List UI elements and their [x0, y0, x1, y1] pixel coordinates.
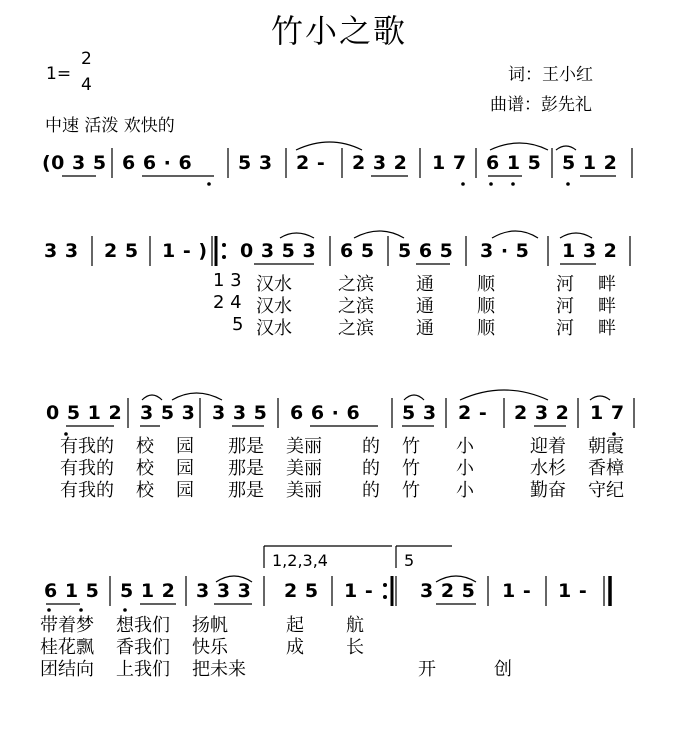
slur: [490, 143, 548, 150]
verse-number-2-4: 2 4: [213, 292, 242, 313]
composer-credit: 曲谱：彭先礼: [490, 95, 592, 115]
measure-r1-m5: 2 3 2: [352, 152, 408, 174]
time-signature-bottom: 4: [81, 75, 92, 95]
lyric: 香樟: [588, 458, 624, 479]
lyric: 顺: [477, 274, 495, 295]
measure-r3-m7: 2 3 2: [514, 402, 570, 424]
measure-r2-m6: 5 6 5: [398, 240, 454, 262]
lyric: 美丽: [286, 480, 322, 501]
measure-r3-m5: 5 3: [402, 402, 437, 424]
measure-r4-m3: 3 3 3: [196, 580, 252, 602]
lyric: 桂花飘: [40, 637, 94, 658]
lyric: 开: [418, 659, 436, 680]
volta-first-ending-label: 1,2,3,4: [272, 551, 328, 570]
slur: [436, 576, 476, 582]
lyric: 畔: [598, 296, 616, 317]
lyric: 带着梦: [40, 615, 94, 636]
lyric: 团结向: [40, 659, 94, 680]
octave-dot: [64, 432, 68, 436]
lyric: 迎着: [530, 436, 566, 457]
lyric: 快乐: [192, 637, 228, 658]
lyric: 的: [362, 480, 380, 501]
octave-dot: [47, 608, 51, 612]
measure-r4-m2: 5 1 2: [120, 580, 176, 602]
slur: [492, 231, 538, 238]
measure-r1-m8: 5 1 2: [562, 152, 618, 174]
repeat-dot: [383, 595, 387, 599]
measure-r1-m1: (0 3 5: [42, 152, 107, 174]
measure-r1-m6: 1 7: [432, 152, 467, 174]
time-signature-top: 2: [81, 49, 92, 69]
lyric: 小: [456, 480, 474, 501]
lyric: 创: [494, 659, 512, 680]
measure-r2-m5: 6 5: [340, 240, 375, 262]
lyric: 那是: [228, 458, 264, 479]
lyric: 校: [136, 436, 154, 457]
lyric: 的: [362, 436, 380, 457]
lyric: 汉水: [256, 274, 292, 295]
lyric: 美丽: [286, 458, 322, 479]
tempo-marking: 中速 活泼 欢快的: [45, 116, 175, 136]
verse-number-5: 5: [232, 314, 244, 335]
slur: [216, 576, 252, 582]
lyric: 有我的: [60, 436, 114, 457]
measure-r3-m1: 0 5 1 2: [46, 402, 123, 424]
lyric: 通: [416, 296, 434, 317]
slur: [280, 233, 314, 238]
measure-r1-m2: 6 6 · 6: [122, 152, 193, 174]
lyric: 竹: [402, 480, 420, 501]
verse-number-1-3: 1 3: [213, 270, 242, 291]
measure-r4-m1: 6 1 5: [44, 580, 100, 602]
octave-dot: [123, 608, 127, 612]
lyric: 有我的: [60, 458, 114, 479]
lyric: 河: [556, 318, 574, 339]
measure-r4-m6: 3 2 5: [420, 580, 476, 602]
measure-r3-m6: 2 -: [458, 402, 488, 424]
lyric: 河: [556, 296, 574, 317]
lyric: 朝霞: [588, 436, 624, 457]
lyricist-credit: 词：王小红: [508, 65, 593, 85]
measure-r4-m7: 1 -: [502, 580, 532, 602]
lyric: 把未来: [192, 659, 246, 680]
lyric: 竹: [402, 436, 420, 457]
lyric: 顺: [477, 318, 495, 339]
lyric: 校: [136, 458, 154, 479]
octave-dot: [612, 432, 616, 436]
octave-dot: [511, 182, 515, 186]
lyric: 通: [416, 318, 434, 339]
measure-r1-m3: 5 3: [238, 152, 273, 174]
slur: [560, 233, 592, 238]
lyric: 园: [176, 480, 194, 501]
measure-r2-m3: 1 - ): [162, 240, 208, 262]
lyric: 之滨: [338, 318, 374, 339]
slur: [296, 142, 362, 150]
lyric: 勤奋: [530, 480, 566, 501]
song-title: 竹小之歌: [270, 12, 407, 50]
volta-second-ending-label: 5: [404, 551, 415, 570]
lyric: 汉水: [256, 318, 292, 339]
slur: [142, 395, 162, 400]
lyric: 起: [286, 615, 304, 636]
measure-r2-m4: 0 3 5 3: [240, 240, 317, 262]
lyric: 香我们: [116, 637, 170, 658]
measure-r2-m8: 1 3 2: [562, 240, 618, 262]
lyric: 扬帆: [192, 615, 228, 636]
lyric: 航: [346, 615, 364, 636]
measure-r4-m8: 1 -: [558, 580, 588, 602]
lyric: 上我们: [116, 659, 170, 680]
measure-r3-m3: 3 3 5: [212, 402, 268, 424]
lyric: 的: [362, 458, 380, 479]
lyric: 那是: [228, 480, 264, 501]
octave-dot: [461, 182, 465, 186]
slur: [590, 396, 610, 400]
repeat-dot: [222, 243, 226, 247]
octave-dot: [489, 182, 493, 186]
lyric: 那是: [228, 436, 264, 457]
measure-r1-m4: 2 -: [296, 152, 326, 174]
measure-r1-m7: 6 1 5: [486, 152, 542, 174]
lyric: 想我们: [116, 615, 170, 636]
lyric: 汉水: [256, 296, 292, 317]
lyric: 有我的: [60, 480, 114, 501]
measure-r4-m5: 1 -: [344, 580, 374, 602]
lyric: 之滨: [338, 296, 374, 317]
repeat-dot: [222, 255, 226, 259]
lyric: 之滨: [338, 274, 374, 295]
slur: [354, 231, 404, 238]
lyric: 畔: [598, 274, 616, 295]
measure-r2-m2: 2 5: [104, 240, 139, 262]
measure-r3-m2: 3 5 3: [140, 402, 196, 424]
lyric: 通: [416, 274, 434, 295]
measure-r3-m4: 6 6 · 6: [290, 402, 361, 424]
lyric: 美丽: [286, 436, 322, 457]
slur: [404, 395, 424, 400]
lyric: 园: [176, 436, 194, 457]
measure-r4-m4: 2 5: [284, 580, 319, 602]
repeat-dot: [383, 583, 387, 587]
key-signature: 1=: [46, 64, 72, 84]
lyric: 河: [556, 274, 574, 295]
lyric: 顺: [477, 296, 495, 317]
slur: [172, 393, 222, 400]
lyric: 成: [286, 637, 304, 658]
lyric: 小: [456, 458, 474, 479]
octave-dot: [566, 182, 570, 186]
lyric: 园: [176, 458, 194, 479]
octave-dot: [79, 608, 83, 612]
lyric: 校: [136, 480, 154, 501]
lyric: 守纪: [588, 480, 624, 501]
lyric: 畔: [598, 318, 616, 339]
measure-r2-m1: 3 3: [44, 240, 79, 262]
lyric: 小: [456, 436, 474, 457]
lyric: 水杉: [530, 458, 566, 479]
measure-r2-m7: 3 · 5: [480, 240, 530, 262]
slur: [556, 146, 576, 150]
lyric: 长: [346, 637, 364, 658]
octave-dot: [207, 182, 211, 186]
measure-r3-m8: 1 7: [590, 402, 625, 424]
lyric: 竹: [402, 458, 420, 479]
